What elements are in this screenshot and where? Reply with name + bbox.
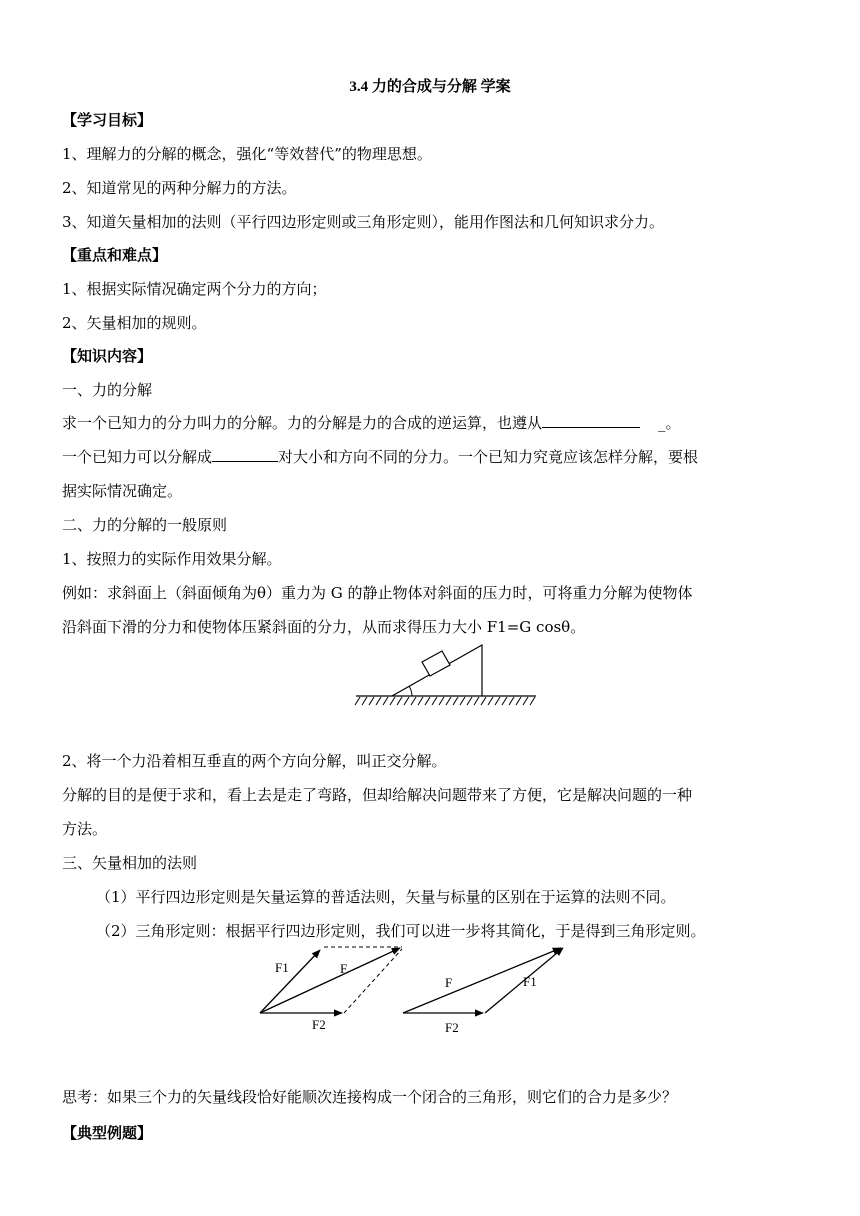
- block-on-incline: [422, 651, 450, 676]
- vector-f1-arrow: [260, 950, 320, 1013]
- paragraph-line: 沿斜面下滑的分力和使物体压紧斜面的分力，从而求得压力大小 F1=G cosθ。: [62, 618, 586, 636]
- incline-diagram: [350, 638, 540, 710]
- section-title: 三、矢量相加的法则: [62, 854, 198, 872]
- list-item: （1）平行四边形定则是矢量运算的普适法则，矢量与标量的区别在于运算的法则不同。: [96, 888, 676, 906]
- fill-blank: [542, 413, 640, 428]
- key-point: 1、根据实际情况确定两个分力的方向；: [62, 280, 327, 298]
- ground-hatching: [355, 697, 535, 705]
- label-f: F: [340, 961, 348, 976]
- section-title: 二、力的分解的一般原则: [62, 516, 228, 534]
- paragraph-text: 一个已知力可以分解成: [62, 448, 213, 466]
- label-f1: F1: [275, 960, 289, 975]
- fill-blank: [212, 447, 278, 462]
- content-heading: 【知识内容】: [62, 347, 153, 365]
- vector-f-arrow: [260, 948, 400, 1013]
- page-title: 3.4 力的合成与分解 学案: [349, 79, 511, 95]
- paragraph-line: 方法。: [62, 820, 108, 838]
- list-item: 2、将一个力沿着相互垂直的两个方向分解，叫正交分解。: [62, 752, 447, 770]
- key-point: 2、矢量相加的规则。: [62, 314, 207, 332]
- paragraph-text: 求一个已知力的分力叫力的分解。力的分解是力的合成的逆运算，也遵从: [62, 414, 543, 432]
- goal-item: 2、知道常见的两种分解力的方法。: [62, 179, 297, 197]
- paragraph-line: 分解的目的是便于求和，看上去是走了弯路，但却给解决问题带来了方便，它是解决问题的一种: [62, 786, 693, 804]
- paragraph-line: [62, 413, 802, 433]
- paragraph-line: 例如：求斜面上（斜面倾角为θ）重力为 G 的静止物体对斜面的压力时，可将重力分解为使物体: [62, 584, 693, 602]
- vector-diagram: [240, 940, 580, 1036]
- paragraph-line: [62, 447, 802, 467]
- list-item: 1、按照力的实际作用效果分解。: [62, 550, 282, 568]
- goal-item: 3、知道矢量相加的法则（平行四边形定则或三角形定则），能用作图法和几何知识求分力。: [62, 213, 665, 231]
- paragraph-text: _。: [658, 414, 681, 432]
- triangle-figure: [403, 948, 563, 1035]
- goal-item: 1、理解力的分解的概念，强化“等效替代”的物理思想。: [62, 145, 432, 163]
- key-heading: 【重点和难点】: [62, 246, 168, 264]
- dashed-side: [344, 949, 402, 1013]
- label-f2: F2: [312, 1017, 326, 1032]
- tri-label-f2: F2: [445, 1020, 459, 1035]
- angle-arc: [409, 686, 412, 696]
- tri-label-f: F: [445, 975, 453, 990]
- section-title: 一、力的分解: [62, 381, 153, 399]
- tri-label-f1: F1: [523, 974, 537, 989]
- parallelogram-figure: [260, 947, 402, 1032]
- paragraph-line: 据实际情况确定。: [62, 482, 183, 500]
- paragraph-text: 对大小和方向不同的分力。一个已知力究竟应该怎样分解，要根: [278, 448, 699, 466]
- tri-f-arrow: [403, 948, 561, 1013]
- examples-heading: 【典型例题】: [62, 1124, 153, 1142]
- paragraph-line: 思考：如果三个力的矢量线段恰好能顺次连接构成一个闭合的三角形，则它们的合力是多少？: [62, 1088, 678, 1106]
- goals-heading: 【学习目标】: [62, 111, 153, 129]
- list-item: （2）三角形定则：根据平行四边形定则，我们可以进一步将其简化，于是得到三角形定则。: [96, 922, 706, 940]
